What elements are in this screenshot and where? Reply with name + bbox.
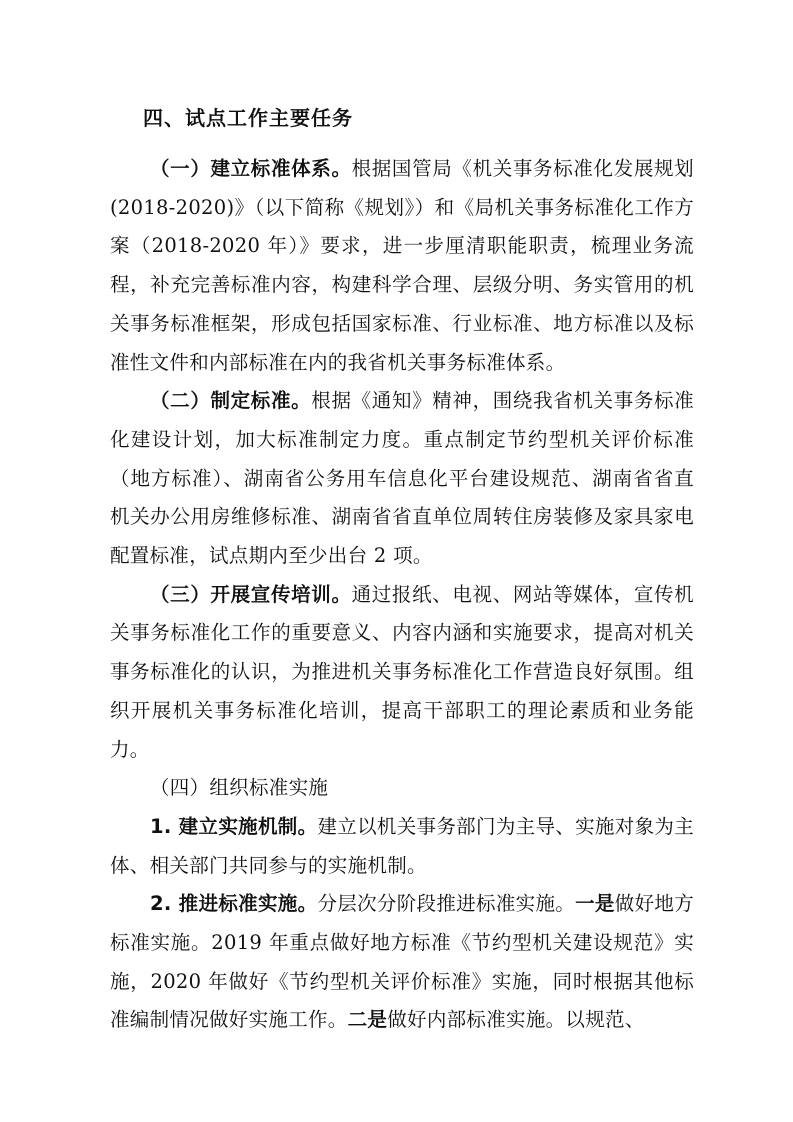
paragraph-4-text: （四）组织标准实施 [150,776,329,800]
paragraph-4 [110,769,694,808]
paragraph-2-lead: （二）制定标准。 [150,389,312,413]
paragraph-1-lead: （一）建立标准体系。 [150,157,352,180]
paragraph-3-text: 通过报纸、电视、网站等媒体，宣传机关事务标准化工作的重要意义、内容内涵和实施要求，提高对机关事务标准化的认识，为推进机关事务标准化工作营造良好氛围。组织开展机关事务标准化培训，提高干部职工的理论素质和业务能力。 [110,582,694,761]
section-heading: 四、试点工作主要任务 [143,106,353,130]
paragraph-6 [110,885,694,1040]
paragraph-6-emphasis-1: 一是 [575,892,615,916]
paragraph-1-text: 根据国管局《机关事务标准化发展规划(2018-2020)》（以下简称《规划》）和《局机关事务标准化工作方案（2018-2020 年）》要求，进一步厘清职能职责，梳理业务流程，补充完善标准内容，构建科学合理、层级分明、务实管用的机关事务标准框架，形成包括国家标准、行业标准、地方标准以及标准性文件和内部标准在内的我省机关事务标准体系。 [110,157,694,374]
paragraph-2-text: 根据《通知》精神，围绕我省机关事务标准化建设计划，加大标准制定力度。重点制定节约型机关评价标准（地方标准）、湖南省公务用车信息化平台建设规范、湖南省省直机关办公用房维修标准、湖南省省直单位周转住房装修及家具家电配置标准，试点期内至少出台 2 项。 [110,389,694,568]
paragraph-5 [110,808,694,885]
paragraph-6-text-c: 做好内部标准实施。以规范、 [387,1008,645,1032]
paragraph-6-text-a: 分层次分阶段推进标准实施。 [317,892,576,916]
paragraph-3-lead: （三）开展宣传培训。 [150,582,352,606]
paragraph-6-lead: 2. 推进标准实施。 [150,892,318,916]
paragraph-1 [110,150,694,382]
paragraph-2 [110,382,694,576]
paragraph-6-text-b: 做好地方标准实施。2019 年重点做好地方标准《节约型机关建设规范》实施，2020 年做好《节约型机关评价标准》实施，同时根据其他标准编制情况做好实施工作。 [110,892,695,1032]
paragraph-6-emphasis-2: 二是 [347,1008,388,1032]
paragraph-3 [110,576,694,770]
paragraph-5-text: 建立以机关事务部门为主导、实施对象为主体、相关部门共同参与的实施机制。 [110,814,695,877]
paragraph-5-lead: 1. 建立实施机制。 [150,814,318,838]
